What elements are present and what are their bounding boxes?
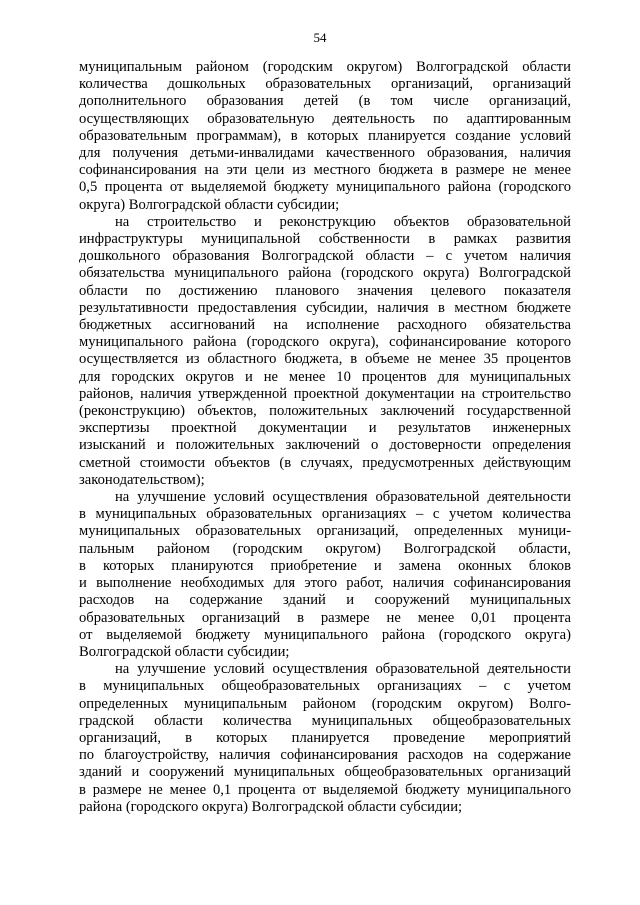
text-line: муниципальным районом (городским округом) Волгоградской области bbox=[79, 59, 571, 75]
text-line: для городских округов и не менее 10 процентов для муниципальных bbox=[79, 368, 571, 385]
text-line: (реконструкцию) объектов, положительных заключений государственной bbox=[79, 403, 571, 420]
text-line: 0,5 процента от выделяемой бюджету муниципального района (городского bbox=[79, 179, 571, 196]
text-line: муниципальных образовательных организаций, определенных муници- bbox=[79, 523, 571, 540]
text-line: по благоустройству, наличия софинансирования расходов на содержание bbox=[79, 747, 571, 764]
text-line: образовательных организаций в размере не менее 0,01 процента bbox=[79, 609, 571, 626]
text-line: дошкольного образования Волгоградской области – с учетом наличия bbox=[79, 248, 571, 265]
text-line: расходов на содержание зданий и сооружений муниципальных bbox=[79, 592, 571, 609]
text-line: на строительство и реконструкцию объектов образовательной bbox=[115, 213, 571, 230]
text-line: результативности предоставления субсидии, наличия в местном бюджете bbox=[79, 299, 571, 316]
text-line: экспертизы проектной документации и результатов инженерных bbox=[79, 420, 571, 437]
paragraph bbox=[79, 661, 571, 816]
text-line: образовательным программам), в которых планируется создание условий bbox=[79, 127, 571, 144]
text-line: муниципального района (городского округа), софинансирование которого bbox=[79, 334, 571, 351]
text-line: софинансирования на эти цели из местного бюджета в размере не менее bbox=[79, 162, 571, 179]
text-line: осуществляющих образовательную деятельность по адаптированным bbox=[79, 110, 571, 127]
text-line: в муниципальных общеобразовательных организациях – с учетом bbox=[79, 678, 571, 695]
text-line: на улучшение условий осуществления образовательной деятельности bbox=[115, 489, 571, 506]
paragraph bbox=[79, 214, 571, 489]
text-line: законодательством); bbox=[79, 471, 205, 488]
text-line: осуществляется из областного бюджета, в объеме не менее 35 процентов bbox=[79, 351, 571, 368]
text-line: Волгоградской области субсидии; bbox=[79, 643, 290, 660]
text-line: бюджетных ассигнований на исполнение расходного обязательства bbox=[79, 317, 571, 334]
text-line: обязательства муниципального района (городского округа) Волгоградской bbox=[79, 265, 571, 282]
text-line: района (городского округа) Волгоградской области субсидии; bbox=[79, 798, 463, 815]
text-line: сметной стоимости объектов (в случаях, предусмотренных действующим bbox=[79, 454, 571, 471]
text-line: в муниципальных образовательных организациях – с учетом количества bbox=[79, 506, 571, 523]
text-line: в размере не менее 0,1 процента от выделяемой бюджету муниципального bbox=[79, 781, 571, 798]
text-line: районов, наличия утвержденной проектной документации на строительство bbox=[79, 385, 571, 402]
text-line: определенных муниципальным районом (городским округом) Волго- bbox=[79, 695, 571, 712]
text-line: для получения детьми-инвалидами качественного образования, наличия bbox=[79, 145, 571, 162]
text-line: зданий и сооружений муниципальных общеобразовательных организаций bbox=[79, 764, 571, 781]
text-line: пальным районом (городским округом) Волгоградской области, bbox=[79, 540, 571, 557]
paragraph bbox=[79, 59, 571, 214]
text-line: изысканий и положительных заключений о достоверности определения bbox=[79, 437, 571, 454]
paragraph bbox=[79, 489, 571, 661]
text-line: количества дошкольных образовательных организаций, организаций bbox=[79, 76, 571, 93]
text-line: округа) Волгоградской области субсидии; bbox=[79, 196, 340, 213]
document-body bbox=[79, 59, 571, 816]
text-line: на улучшение условий осуществления образовательной деятельности bbox=[115, 661, 571, 678]
text-line: в которых планируются приобретение и замена оконных блоков bbox=[79, 557, 571, 574]
page-number: 54 bbox=[313, 30, 327, 45]
text-line: дополнительного образования детей (в том числе организаций, bbox=[79, 93, 571, 110]
text-line: градской области количества муниципальных общеобразовательных bbox=[79, 712, 571, 729]
text-line: инфраструктуры муниципальной собственности в рамках развития bbox=[79, 231, 571, 248]
text-line: и выполнение необходимых для этого работ, наличия софинансирования bbox=[79, 575, 571, 592]
text-line: от выделяемой бюджету муниципального района (городского округа) bbox=[79, 626, 571, 643]
text-line: организаций, в которых планируется проведение мероприятий bbox=[79, 729, 571, 746]
text-line: области по достижению планового значения целевого показателя bbox=[79, 282, 571, 299]
